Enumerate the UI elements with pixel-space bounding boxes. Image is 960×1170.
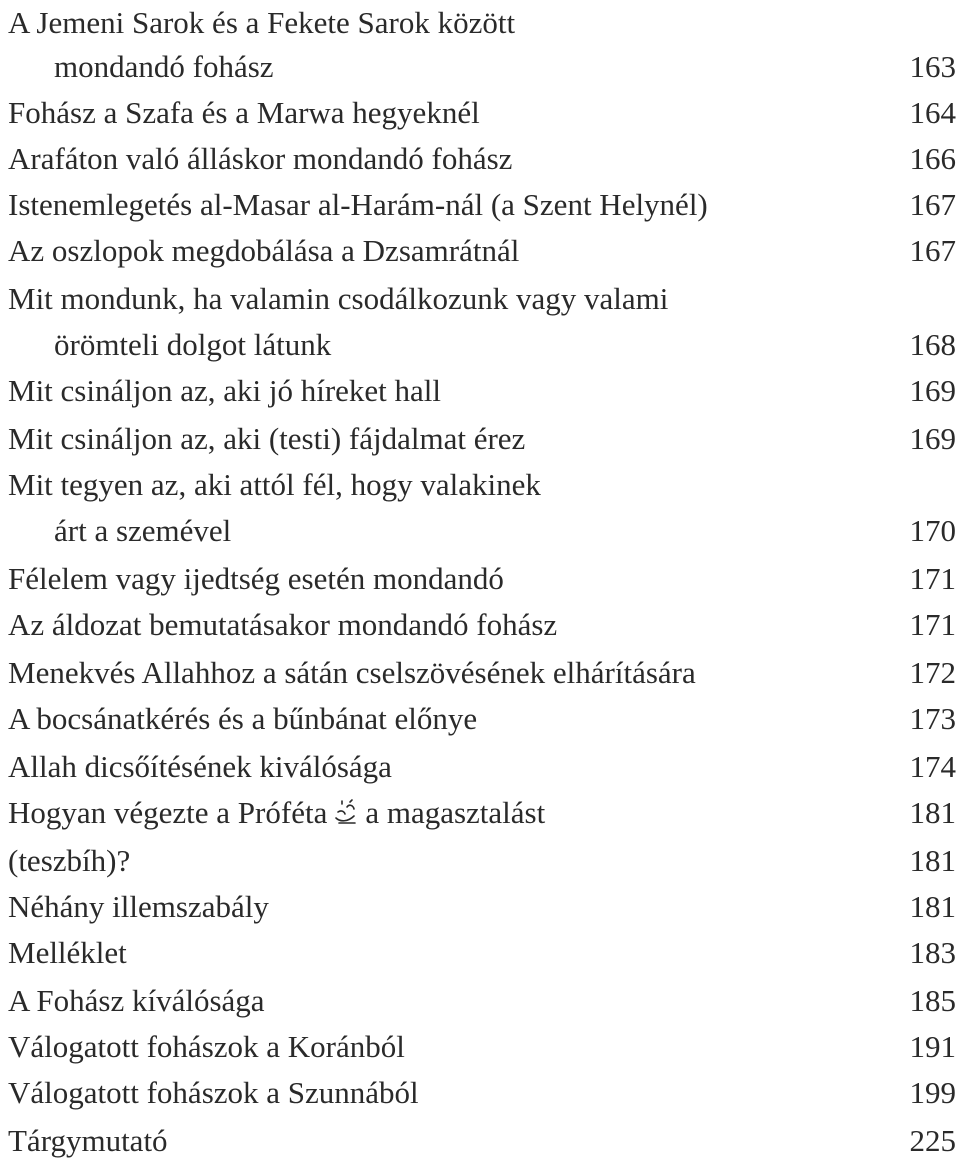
toc-entry	[8, 650, 956, 696]
toc-entry	[8, 556, 956, 602]
toc-entry	[8, 838, 956, 884]
toc-page-number: 191	[909, 1029, 956, 1064]
toc-page-number: 174	[909, 749, 956, 784]
toc-entry-title: Fohász a Szafa és a Marwa hegyeknél	[8, 95, 480, 130]
toc-entry	[8, 790, 956, 836]
toc-entry-title	[8, 790, 545, 836]
toc-entry	[8, 228, 956, 274]
toc-entry	[8, 136, 956, 182]
toc-entry-title-part: Hogyan végezte a Próféta	[8, 795, 328, 830]
toc-entry-title: Az oszlopok megdobálása a Dzsamrátnál	[8, 233, 520, 268]
toc-entry-title: Melléklet	[8, 935, 127, 970]
toc-entry	[8, 276, 956, 322]
toc-entry	[8, 44, 956, 90]
toc-entry-title: Tárgymutató	[8, 1123, 168, 1158]
toc-page-number: 172	[909, 655, 956, 690]
toc-entry-title: Mit csináljon az, aki (testi) fájdalmat érez	[8, 421, 526, 456]
toc-page-number: 181	[909, 889, 956, 924]
toc-entry	[8, 930, 956, 976]
toc-entry-title: Néhány illemszabály	[8, 889, 269, 924]
toc-entry	[8, 744, 956, 790]
toc-entry-title: Válogatott fohászok a Koránból	[8, 1029, 405, 1064]
toc-page-number: 169	[909, 373, 956, 408]
toc-entry	[8, 508, 956, 554]
toc-entry-title: A bocsánatkérés és a bűnbánat előnye	[8, 701, 478, 736]
toc-entry	[8, 416, 956, 462]
toc-entry-title: Istenemlegetés al-Masar al-Harám-nál (a Szent Helynél)	[8, 187, 708, 222]
toc-entry-title: Menekvés Allahhoz a sátán cselszövésének elhárítására	[8, 655, 696, 690]
toc-page-number: 164	[909, 95, 956, 130]
toc-entry	[8, 696, 956, 742]
toc-page-number: 181	[909, 795, 956, 830]
toc-entry-title: Mit mondunk, ha valamin csodálkozunk vagy valami	[8, 281, 669, 316]
toc-entry-title: árt a szemével	[54, 513, 232, 548]
toc-entry-title: Mit csináljon az, aki jó híreket hall	[8, 373, 442, 408]
toc-page-number: 169	[909, 421, 956, 456]
toc-page-number: 166	[909, 141, 956, 176]
toc-page-number: 167	[909, 187, 956, 222]
toc-page-number: 185	[909, 983, 956, 1018]
toc-page-number: 171	[909, 561, 956, 596]
toc-entry	[8, 368, 956, 414]
toc-entry-title: Válogatott fohászok a Szunnából	[8, 1075, 419, 1110]
toc-entry	[8, 0, 956, 46]
toc-entry-title-part: a magasztalást	[365, 795, 546, 830]
toc-page-number: 181	[909, 843, 956, 878]
toc-entry-title: (teszbíh)?	[8, 843, 131, 878]
toc-entry	[8, 884, 956, 930]
toc-entry-title: A Jemeni Sarok és a Fekete Sarok között	[8, 5, 516, 40]
toc-page-number: 167	[909, 233, 956, 268]
honorific-calligraphy-icon	[333, 798, 359, 826]
toc-page-number: 173	[909, 701, 956, 736]
toc-page-number: 225	[909, 1123, 956, 1158]
toc-entry-title: Mit tegyen az, aki attól fél, hogy valakinek	[8, 467, 541, 502]
toc-entry-title: Az áldozat bemutatásakor mondandó fohász	[8, 607, 558, 642]
toc-entry	[8, 1024, 956, 1070]
toc-entry	[8, 90, 956, 136]
toc-entry-title: Félelem vagy ijedtség esetén mondandó	[8, 561, 504, 596]
toc-entry-title: mondandó fohász	[54, 49, 274, 84]
toc-entry	[8, 978, 956, 1024]
toc-entry	[8, 322, 956, 368]
toc-entry	[8, 462, 956, 508]
toc-entry-title: A Fohász kíválósága	[8, 983, 265, 1018]
toc-entry	[8, 1118, 956, 1164]
toc-page-number: 199	[909, 1075, 956, 1110]
toc-entry	[8, 602, 956, 648]
toc-entry-title: Arafáton való álláskor mondandó fohász	[8, 141, 513, 176]
toc-page-number: 163	[909, 49, 956, 84]
toc-entry-title: Allah dicsőítésének kiválósága	[8, 749, 392, 784]
toc-entry-title: örömteli dolgot látunk	[54, 327, 332, 362]
toc-entry	[8, 182, 956, 228]
toc-page-number: 170	[909, 513, 956, 548]
toc-page-number: 168	[909, 327, 956, 362]
toc-entry	[8, 1070, 956, 1116]
toc-page-number: 171	[909, 607, 956, 642]
toc-page-number: 183	[909, 935, 956, 970]
